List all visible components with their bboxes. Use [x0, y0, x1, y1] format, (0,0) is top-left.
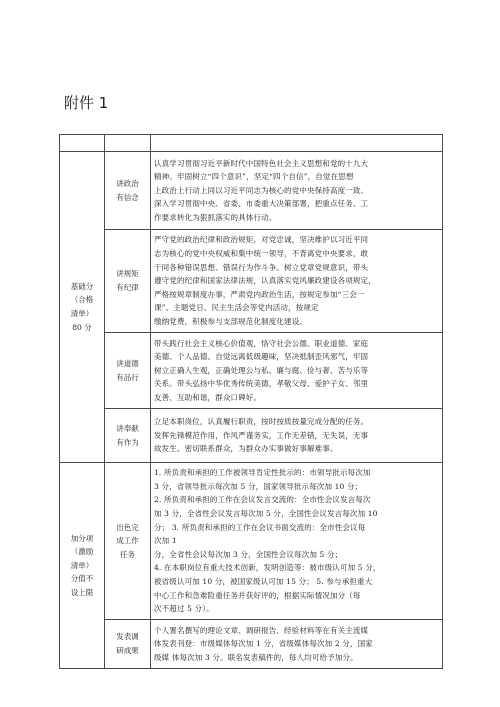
description-line: 关系。带头弘扬中华优秀传统美德，孝敬父母、爱护子女、邻里 [154, 379, 369, 389]
category-line: 设上限 [70, 587, 94, 597]
description-line: 于同各种错误思想、错误行为作斗争。树立党章党规意识，带头 [154, 262, 369, 272]
category-line: 加分项 [70, 533, 94, 543]
subcategory-line: 讲规矩 [116, 269, 139, 279]
description-cell [151, 230, 443, 333]
attachment-label: 附件 1 [64, 94, 109, 112]
category-line: （激励 [70, 547, 94, 557]
subcategory-line: 有信念 [116, 192, 139, 202]
table-row [60, 152, 443, 230]
description-line: 被省级认可加 10 分，被国家级认可加 15 分； 5. 参与承担重大 [154, 576, 373, 586]
description-cell [151, 152, 443, 230]
header-cell [60, 135, 105, 152]
table-row [60, 230, 443, 333]
description-line: 带头践行社会主义核心价值观，恪守社会公德、职业道德、家庭 [154, 338, 369, 348]
subcategory-cell [105, 333, 151, 409]
table-row [60, 620, 443, 669]
subcategory-line: 发表调 [116, 632, 139, 642]
description-line: 分，全省性会议每次加 3 分，全国性会议每次加 5 分； [154, 549, 343, 559]
description-line: 加 3 分，全省性会议发言每次加 5 分，全国性会议发言每次加 10 [154, 509, 378, 519]
description-line: 美德、个人品德。自觉远离低级趣味，坚决抵制歪风邪气，牢固 [154, 352, 369, 362]
description-line: 次不超过 5 分）。 [154, 604, 214, 614]
description-cell [151, 463, 443, 620]
subcategory-line: 有作为 [116, 437, 139, 447]
description-line: 立足本职岗位，认真履行职责，按时按质按量完成分配的任务。 [154, 417, 369, 427]
description-line: 深入学习贯彻中央、省委、市委重大决策部署，把重点任务、工 [154, 199, 369, 209]
description-line: 故发生。密切联系群众，为群众办实事做好事解难事。 [154, 444, 338, 454]
subcategory-line: 讲道德 [116, 358, 139, 368]
description-line: 认真学习贯彻习近平新时代中国特色社会主义思想和党的十九大 [154, 158, 369, 168]
category-cell-basic [60, 152, 105, 463]
subcategory-cell [105, 409, 151, 463]
description-line: 严守党的政治纪律和政治规矩，对党忠诚，坚决维护以习近平同 [154, 235, 369, 245]
description-line: 次加 1 [154, 536, 177, 546]
subcategory-line: 任务 [120, 549, 135, 559]
category-line: 80 分 [72, 322, 92, 332]
table-row [60, 333, 443, 409]
description-cell [151, 620, 443, 669]
subcategory-line: 讲政治 [116, 178, 139, 188]
subcategory-line: 讲奉献 [116, 423, 139, 433]
header-cell [105, 135, 151, 152]
description-cell [151, 409, 443, 463]
description-line: 1. 所负责和承担的工作被领导肯定性批示的：市领导批示每次加 [154, 468, 371, 478]
description-line: 缴纳党费，积极参与支部规范化制度化建设。 [154, 316, 307, 326]
table-row [60, 463, 443, 620]
description-line: 严格按规章制度办事，严肃党内政治生活，按规定参加“三会一 [154, 289, 365, 299]
table-header-row [60, 135, 443, 152]
category-cell-bonus [60, 463, 105, 669]
description-line: 课”、主题党日、民主生活会等党内活动，按规定 [154, 303, 319, 313]
subcategory-line: 出色完 [116, 522, 139, 532]
description-line: 4. 在本职岗位有重大技术创新，发明创造等：被市级认可加 5 分， [154, 563, 381, 573]
description-line: 中心工作和急难险重任务并获好评的，根据实际情况加分（每 [154, 590, 361, 600]
description-line: 分； 3. 所负责和承担的工作在会议书面交流的：全市性会议每 [154, 522, 366, 532]
description-line: 遵守党的纪律和国家法律法规，认真落实党风廉政建设各项规定， [154, 276, 376, 286]
description-line: 上政治上行动上同以习近平同志为核心的党中央保持高度一致。 [154, 185, 369, 195]
description-line: 体发表刊登：市级媒体每次加 1 分，省级媒体每次加 2 分，国家 [154, 639, 373, 649]
description-line: 精神。牢固树立“四个意识”，坚定“四个自信”，自觉在思想 [154, 172, 354, 182]
subcategory-line: 有纪律 [116, 283, 139, 292]
subcategory-line: 研成果 [116, 646, 139, 655]
category-line: （合格 [70, 295, 94, 305]
subcategory-cell [105, 230, 151, 333]
category-line: 清单） [70, 560, 94, 570]
description-line: 志为核心的党中央权威和集中统一领导，不背离党中央要求，敢 [154, 249, 369, 259]
description-line: 级媒 体每次加 3 分。联名发表稿件的，每人均可给予加分。 [154, 652, 358, 662]
subcategory-cell [105, 152, 151, 230]
subcategory-line: 成工作 [116, 536, 139, 546]
description-line: 3 分，省领导批示每次加 5 分，国家领导批示每次加 10 分； [154, 481, 363, 491]
description-line: 友善、互助和谐，群众口碑好。 [154, 392, 262, 402]
category-line: 基础分 [70, 281, 94, 291]
description-cell [151, 333, 443, 409]
category-line: 分值不 [70, 574, 94, 584]
description-line: 作要求转化为狠抓落实的具体行动。 [154, 212, 277, 222]
description-line: 个人署名撰写的理论文章、调研报告、经验材料等在有关主流媒 [154, 625, 369, 635]
subcategory-cell [105, 620, 151, 669]
subcategory-cell [105, 463, 151, 620]
table-row [60, 409, 443, 463]
evaluation-table [59, 134, 443, 669]
subcategory-line: 有品行 [116, 372, 139, 382]
description-line: 2. 所负责和承担的工作在会议发言交流的：全市性会议发言每次 [154, 495, 371, 505]
header-cell [151, 135, 443, 152]
description-line: 树立正确人生观，正确处理公与私、廉与腐、俭与奢、苦与乐等 [154, 365, 369, 375]
category-line: 清单） [70, 309, 94, 318]
description-line: 发挥先锋模范作用，作风严谨务实，工作无差错，无失误，无事 [154, 430, 369, 440]
